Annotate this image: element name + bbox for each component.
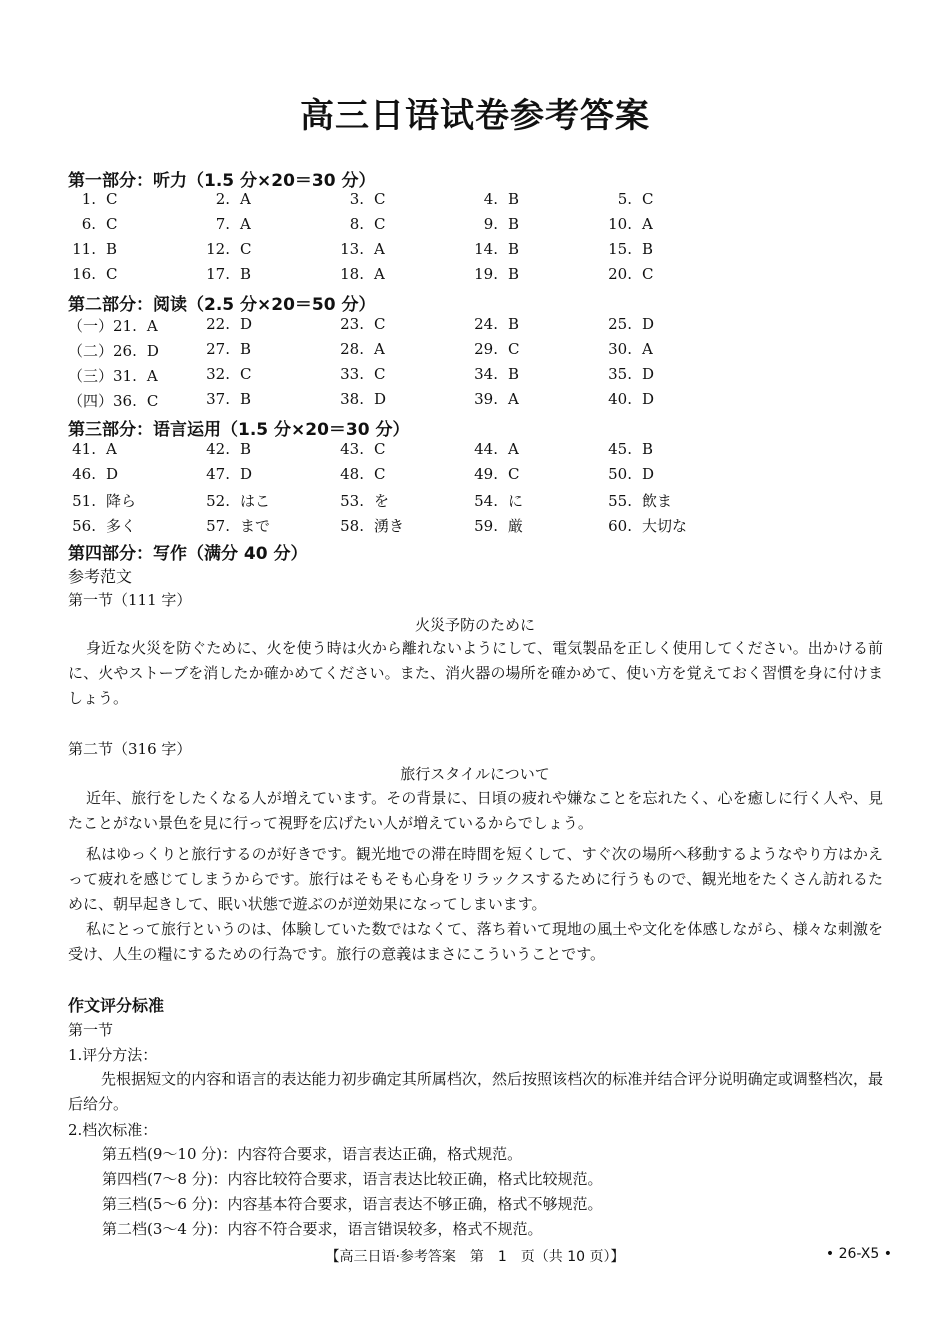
part2-heading: 第二部分：阅读（2.5 分×20＝50 分） (68, 295, 376, 315)
answer-row (68, 340, 768, 364)
answer-item (336, 315, 385, 333)
question-number: （三）31. (68, 367, 137, 385)
answer-item (604, 365, 654, 383)
question-number: 34. (474, 365, 498, 383)
question-number: （二）26. (68, 342, 137, 360)
answer-item (604, 265, 653, 283)
question-number: 57. (206, 517, 230, 535)
question-number: 45. (608, 440, 632, 458)
answer-item (202, 265, 251, 283)
question-number: 5. (617, 190, 632, 208)
answer-value: D (642, 390, 655, 408)
answer-item (202, 390, 251, 408)
answer-value: A (374, 340, 385, 358)
question-number: （一）21. (68, 317, 137, 335)
answer-value: C (374, 190, 386, 208)
answer-value: D (106, 465, 119, 483)
answer-item (470, 340, 519, 358)
question-number: 46. (72, 465, 96, 483)
question-number: 7. (215, 215, 230, 233)
question-number: 59. (474, 517, 498, 535)
answer-value: B (642, 440, 654, 458)
answer-value: 多く (106, 517, 137, 535)
page-title: 高三日语试卷参考答案 (300, 96, 650, 136)
answer-value: D (642, 315, 655, 333)
answer-item (336, 440, 385, 458)
answer-value: D (240, 465, 253, 483)
answer-item (68, 340, 159, 361)
answer-value: A (146, 317, 158, 335)
answer-item (604, 340, 653, 358)
section2-paragraph-2: 私はゆっくりと旅行するのが好きです。観光地での滞在時間を短くして、すぐ次の場所へ移動するようなやり方はかえって疲れを感じてしまうからです。旅行はそもそも心身をリラックスするために行うもので、観光地をたくさん訪れるために、朝早起きして、眠い状態で遊ぶのが逆効果になってしまいます。 (68, 845, 883, 913)
question-number: 39. (474, 390, 498, 408)
answer-item (336, 515, 404, 536)
section2-essay-title: 旅行スタイルについて (400, 765, 550, 783)
answer-value: B (508, 215, 520, 233)
answer-item (470, 490, 523, 511)
question-number: 23. (340, 315, 364, 333)
scoring-level-5: 第五档(9～10 分)：内容符合要求，语言表达正确，格式规范。 (102, 1145, 523, 1163)
answer-item (604, 390, 654, 408)
answer-value: まで (240, 517, 271, 535)
answer-value: D (642, 465, 655, 483)
question-number: （四）36. (68, 392, 137, 410)
answer-value: C (508, 340, 520, 358)
question-number: 16. (72, 265, 96, 283)
question-number: 6. (81, 215, 96, 233)
answer-value: 飲ま (642, 492, 673, 510)
question-number: 20. (608, 265, 632, 283)
part4-heading: 第四部分：写作（满分 40 分） (68, 544, 308, 564)
section2-paragraph-3: 私にとって旅行というのは、体験していた数ではなくて、落ち着いて現地の風土や文化を体感しながら、様々な刺激を受け、人生の糧にするための行為です。旅行の意義はまさにこういうことです。 (68, 920, 883, 963)
answer-item (202, 315, 252, 333)
answer-row (68, 465, 768, 489)
section2-paragraph-1: 近年、旅行をしたくなる人が増えています。その背景に、日頃の疲れや嫌なことを忘れたく、心を癒しに行く人や、見たことがない景色を見に行って視野を広げたい人が増えているからでしょう。 (68, 789, 883, 832)
answer-value: C (106, 265, 118, 283)
scoring-heading: 作文评分标准 (68, 996, 165, 1015)
question-number: 60. (608, 517, 632, 535)
answer-value: A (240, 215, 251, 233)
answer-value: A (374, 265, 385, 283)
answer-item (604, 515, 687, 536)
question-number: 53. (340, 492, 364, 510)
answer-item (202, 465, 252, 483)
answer-item (470, 215, 519, 233)
question-number: 8. (349, 215, 364, 233)
question-number: 15. (608, 240, 632, 258)
answer-value: B (642, 240, 654, 258)
answer-item (336, 190, 385, 208)
answer-value: C (240, 240, 252, 258)
question-number: 25. (608, 315, 632, 333)
answer-item (336, 490, 389, 511)
answer-item (336, 265, 385, 283)
question-number: 28. (340, 340, 364, 358)
question-number: 19. (474, 265, 498, 283)
question-number: 9. (483, 215, 498, 233)
answer-value: A (374, 240, 385, 258)
answer-item (68, 265, 117, 283)
question-number: 55. (608, 492, 632, 510)
question-number: 30. (608, 340, 632, 358)
question-number: 4. (483, 190, 498, 208)
part1-heading: 第一部分：听力（1.5 分×20＝30 分） (68, 171, 376, 191)
scoring-method-text: 先根据短文的内容和语言的表达能力初步确定其所属档次，然后按照该档次的标准并结合评分说明确定或调整档次，最后给分。 (68, 1070, 883, 1113)
section1-paragraph: 身近な火災を防ぐために、火を使う時は火から離れないようにして、電気製品を正しく使用してください。出かける前に、火やストーブを消したか確かめてください。また、消火器の場所を確かめて、使い方を覚えておく習慣を身に付けましょう。 (68, 639, 883, 707)
answer-value: B (240, 440, 252, 458)
answer-value: C (374, 465, 386, 483)
question-number: 1. (81, 190, 96, 208)
footer-code: • 26-X5 • (825, 1246, 892, 1262)
answer-value: C (106, 215, 118, 233)
answer-value: B (508, 265, 520, 283)
answer-item (68, 490, 136, 511)
answer-item (336, 340, 385, 358)
scoring-section-label: 第一节 (68, 1021, 114, 1039)
question-number: 22. (206, 315, 230, 333)
answer-value: 湧き (374, 517, 405, 535)
scoring-level-3: 第三档(5～6 分)：内容基本符合要求，语言表达不够正确，格式不够规范。 (102, 1195, 603, 1213)
answer-item (202, 240, 251, 258)
question-number: 37. (206, 390, 230, 408)
answer-item (336, 215, 385, 233)
sample-label: 参考范文 (68, 567, 133, 586)
answer-item (604, 240, 653, 258)
question-number: 11. (72, 240, 96, 258)
question-number: 56. (72, 517, 96, 535)
answer-value: A (240, 190, 251, 208)
answer-item (470, 515, 523, 536)
answer-item (470, 365, 519, 383)
answer-item (68, 515, 136, 536)
answer-item (604, 215, 653, 233)
answer-row (68, 190, 768, 214)
question-number: 58. (340, 517, 364, 535)
question-number: 17. (206, 265, 230, 283)
answer-value: C (508, 465, 520, 483)
question-number: 41. (72, 440, 96, 458)
answer-value: C (146, 392, 159, 410)
question-number: 38. (340, 390, 364, 408)
answer-value: C (106, 190, 118, 208)
answer-item (202, 340, 251, 358)
question-number: 43. (340, 440, 364, 458)
question-number: 47. (206, 465, 230, 483)
answer-item (202, 490, 270, 511)
answer-value: A (146, 367, 158, 385)
answer-item (68, 190, 117, 208)
answer-item (68, 215, 117, 233)
answer-row (68, 240, 768, 264)
answer-value: A (508, 390, 519, 408)
answer-value: C (374, 315, 386, 333)
answer-item (68, 315, 158, 336)
section1-label: 第一节（111 字） (68, 591, 192, 609)
answer-value: B (508, 315, 520, 333)
answer-item (202, 365, 251, 383)
scoring-method-label: 1.评分方法： (68, 1046, 158, 1064)
scoring-levels-label: 2.档次标准： (68, 1121, 158, 1139)
answer-item (604, 190, 653, 208)
answer-item (604, 490, 672, 511)
answer-item (202, 215, 251, 233)
answer-value: A (642, 340, 653, 358)
answer-value: A (642, 215, 653, 233)
answer-item (470, 465, 519, 483)
answer-value: はこ (240, 492, 271, 510)
question-number: 51. (72, 492, 96, 510)
answer-item (202, 515, 270, 536)
scoring-level-4: 第四档(7～8 分)：内容比较符合要求，语言表达比较正确，格式比较规范。 (102, 1170, 603, 1188)
answer-value: B (240, 340, 252, 358)
answer-value: C (374, 440, 386, 458)
answer-item (604, 315, 654, 333)
answer-value: A (106, 440, 117, 458)
answer-value: D (240, 315, 253, 333)
question-number: 2. (215, 190, 230, 208)
answer-item (470, 265, 519, 283)
answer-item (604, 440, 653, 458)
question-number: 35. (608, 365, 632, 383)
answer-value: C (642, 265, 654, 283)
answer-item (336, 240, 385, 258)
question-number: 12. (206, 240, 230, 258)
question-number: 24. (474, 315, 498, 333)
answer-item (336, 390, 386, 408)
part3-heading: 第三部分：语言运用（1.5 分×20＝30 分） (68, 420, 410, 440)
answer-value: D (642, 365, 655, 383)
answer-row (68, 265, 768, 289)
answer-item (470, 315, 519, 333)
section1-essay-title: 火災予防のために (414, 616, 535, 634)
answer-item (202, 440, 251, 458)
answer-value: に (508, 492, 524, 510)
answer-value: C (642, 190, 654, 208)
answer-item (470, 190, 519, 208)
scoring-level-2: 第二档(3～4 分)：内容不符合要求，语言错误较多，格式不规范。 (102, 1220, 543, 1238)
question-number: 13. (340, 240, 364, 258)
answer-item (202, 190, 251, 208)
answer-value: C (374, 215, 386, 233)
answer-item (470, 240, 519, 258)
answer-row (68, 390, 768, 414)
question-number: 42. (206, 440, 230, 458)
answer-item (68, 440, 117, 458)
question-number: 50. (608, 465, 632, 483)
question-number: 29. (474, 340, 498, 358)
answer-value: B (240, 265, 252, 283)
answer-row (68, 490, 768, 514)
answer-item (336, 465, 385, 483)
answer-value: 降ら (106, 492, 137, 510)
answer-value: B (240, 390, 252, 408)
answer-row (68, 365, 768, 389)
question-number: 40. (608, 390, 632, 408)
answer-value: B (508, 365, 520, 383)
answer-item (604, 465, 654, 483)
answer-item (68, 240, 117, 258)
answer-value: B (106, 240, 118, 258)
answer-value: D (146, 342, 159, 360)
question-number: 33. (340, 365, 364, 383)
answer-value: C (240, 365, 252, 383)
answer-row (68, 515, 768, 539)
answer-value: A (508, 440, 519, 458)
answer-item (68, 465, 118, 483)
question-number: 18. (340, 265, 364, 283)
question-number: 27. (206, 340, 230, 358)
answer-row (68, 315, 768, 339)
answer-value: B (508, 190, 520, 208)
question-number: 14. (474, 240, 498, 258)
answer-value: を (374, 492, 390, 510)
question-number: 32. (206, 365, 230, 383)
answer-row (68, 215, 768, 239)
answer-value: 厳 (508, 517, 524, 535)
answer-value: D (374, 390, 387, 408)
answer-item (68, 390, 158, 411)
question-number: 54. (474, 492, 498, 510)
answer-item (336, 365, 385, 383)
question-number: 52. (206, 492, 230, 510)
section2-label: 第二节（316 字） (68, 740, 192, 758)
question-number: 48. (340, 465, 364, 483)
question-number: 10. (608, 215, 632, 233)
footer-page-info: 【高三日语·参考答案 第 1 页（共 10 页）】 (325, 1249, 625, 1265)
answer-value: B (508, 240, 520, 258)
question-number: 49. (474, 465, 498, 483)
answer-item (68, 365, 158, 386)
answer-item (470, 390, 519, 408)
question-number: 44. (474, 440, 498, 458)
answer-value: C (374, 365, 386, 383)
answer-row (68, 440, 768, 464)
answer-item (470, 440, 519, 458)
answer-value: 大切な (642, 517, 688, 535)
question-number: 3. (349, 190, 364, 208)
